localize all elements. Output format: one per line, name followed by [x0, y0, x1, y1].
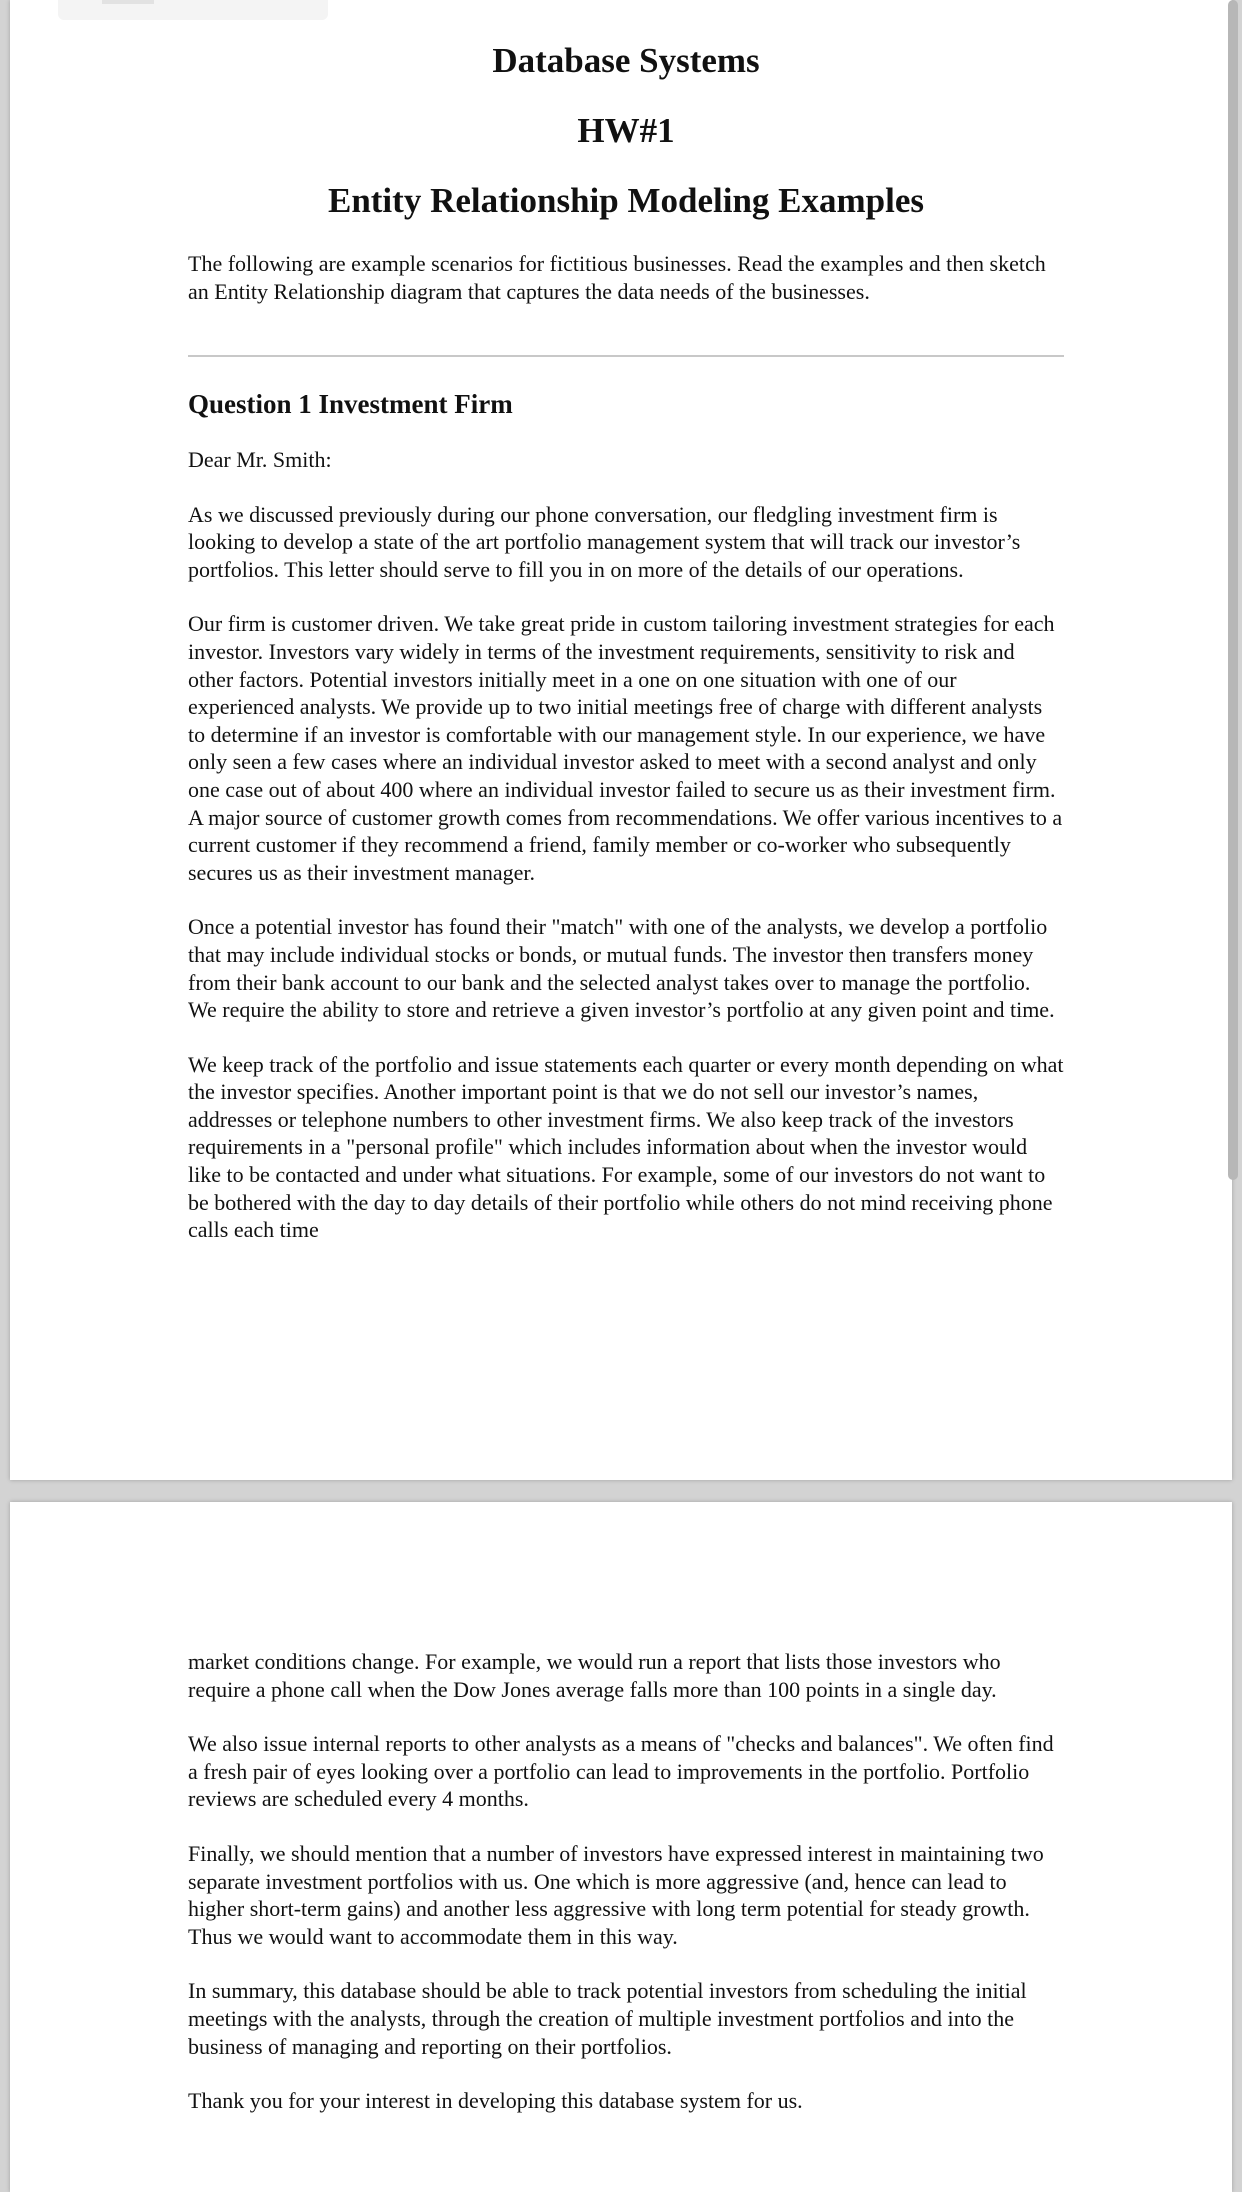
- intro-paragraph: The following are example scenarios for fictitious businesses. Read the examples and then sketch an Entity Relationship diagram that captures the data needs of the businesses.: [188, 251, 1046, 304]
- assignment-title: Entity Relationship Modeling Examples: [327, 181, 925, 220]
- vertical-scrollbar[interactable]: [1228, 0, 1238, 1180]
- course-title: Database Systems: [492, 41, 760, 80]
- letter-paragraph: We also issue internal reports to other analysts as a means of "checks and balances". We often find a fresh pair of eyes looking over a portfolio can lead to improvements in the portfolio. Portfolio reviews are scheduled every 4 months.: [188, 1731, 1054, 1812]
- letter-paragraph: In summary, this database should be able to track potential investors from scheduling the initial meetings with the analysts, through the creation of multiple investment portfolios and into the business of managing and reporting on their portfolios.: [188, 1978, 1027, 2059]
- letter-paragraph: As we discussed previously during our phone conversation, our fledgling investment firm is looking to develop a state of the art portfolio management system that will track our investor’s portfolios. This letter should serve to fill you in on more of the details of our operations.: [188, 501, 1021, 582]
- letter-paragraph: Once a potential investor has found their "match" with one of the analysts, we develop a portfolio that may include individual stocks or bonds, or mutual funds. The investor then transfers money from their bank account to our bank and the selected analyst takes over to manage the portfolio. We require the ability to store and retrieve a given investor’s portfolio at any given point and time.: [188, 914, 1055, 1023]
- faded-header-tab: [58, 0, 328, 20]
- homework-title: HW#1: [577, 111, 675, 150]
- document-page-1: [10, 0, 1232, 1480]
- section-divider: [188, 355, 1064, 357]
- letter-paragraph: Our firm is customer driven. We take great pride in custom tailoring investment strategies for each investor. Investors vary widely in terms of the investment requirements, sensitivity to risk and other factors. Potential investors initially meet in a one on one situation with one of our experienced analysts. We provide up to two initial meetings free of charge with different analysts to determine if an investor is comfortable with our management style. In our experience, we have only seen a few cases where an individual investor asked to meet with a second analyst and only one case out of about 400 where an individual investor failed to secure us as their investment firm. A major source of customer growth comes from recommendations. We offer various incentives to a current customer if they recommend a friend, family member or co-worker who subsequently secures us as their investment manager.: [188, 611, 1063, 885]
- letter-paragraph: market conditions change. For example, we would run a report that lists those investors who require a phone call when the Dow Jones average falls more than 100 points in a single day.: [188, 1649, 1001, 1702]
- letter-paragraph: We keep track of the portfolio and issue statements each quarter or every month depending on what the investor specifies. Another important point is that we do not sell our investor’s names, addresses or telephone numbers to other investment firms. We also keep track of the investors requirements in a "personal profile" which includes information about when the investor would like to be contacted and under what situations. For example, some of our investors do not want to be bothered with the day to day details of their portfolio while others do not mind receiving phone calls each time: [188, 1051, 1064, 1243]
- letter-closing: Thank you for your interest in developing this database system for us.: [188, 2088, 803, 2114]
- question-heading: Question 1 Investment Firm: [188, 389, 513, 419]
- faded-header-tab-mark: [102, 0, 154, 4]
- page-1-content: [188, 38, 1064, 1271]
- letter-paragraph: Finally, we should mention that a number of investors have expressed interest in maintaining two separate investment portfolios with us. One which is more aggressive (and, hence can lead to higher short-term gains) and another less aggressive with long term potential for steady growth. Thus we would want to accommodate them in this way.: [188, 1840, 1044, 1949]
- letter-salutation: Dear Mr. Smith:: [188, 447, 332, 472]
- document-page-2: [10, 1502, 1232, 2192]
- page-2-content: [188, 1648, 1064, 2142]
